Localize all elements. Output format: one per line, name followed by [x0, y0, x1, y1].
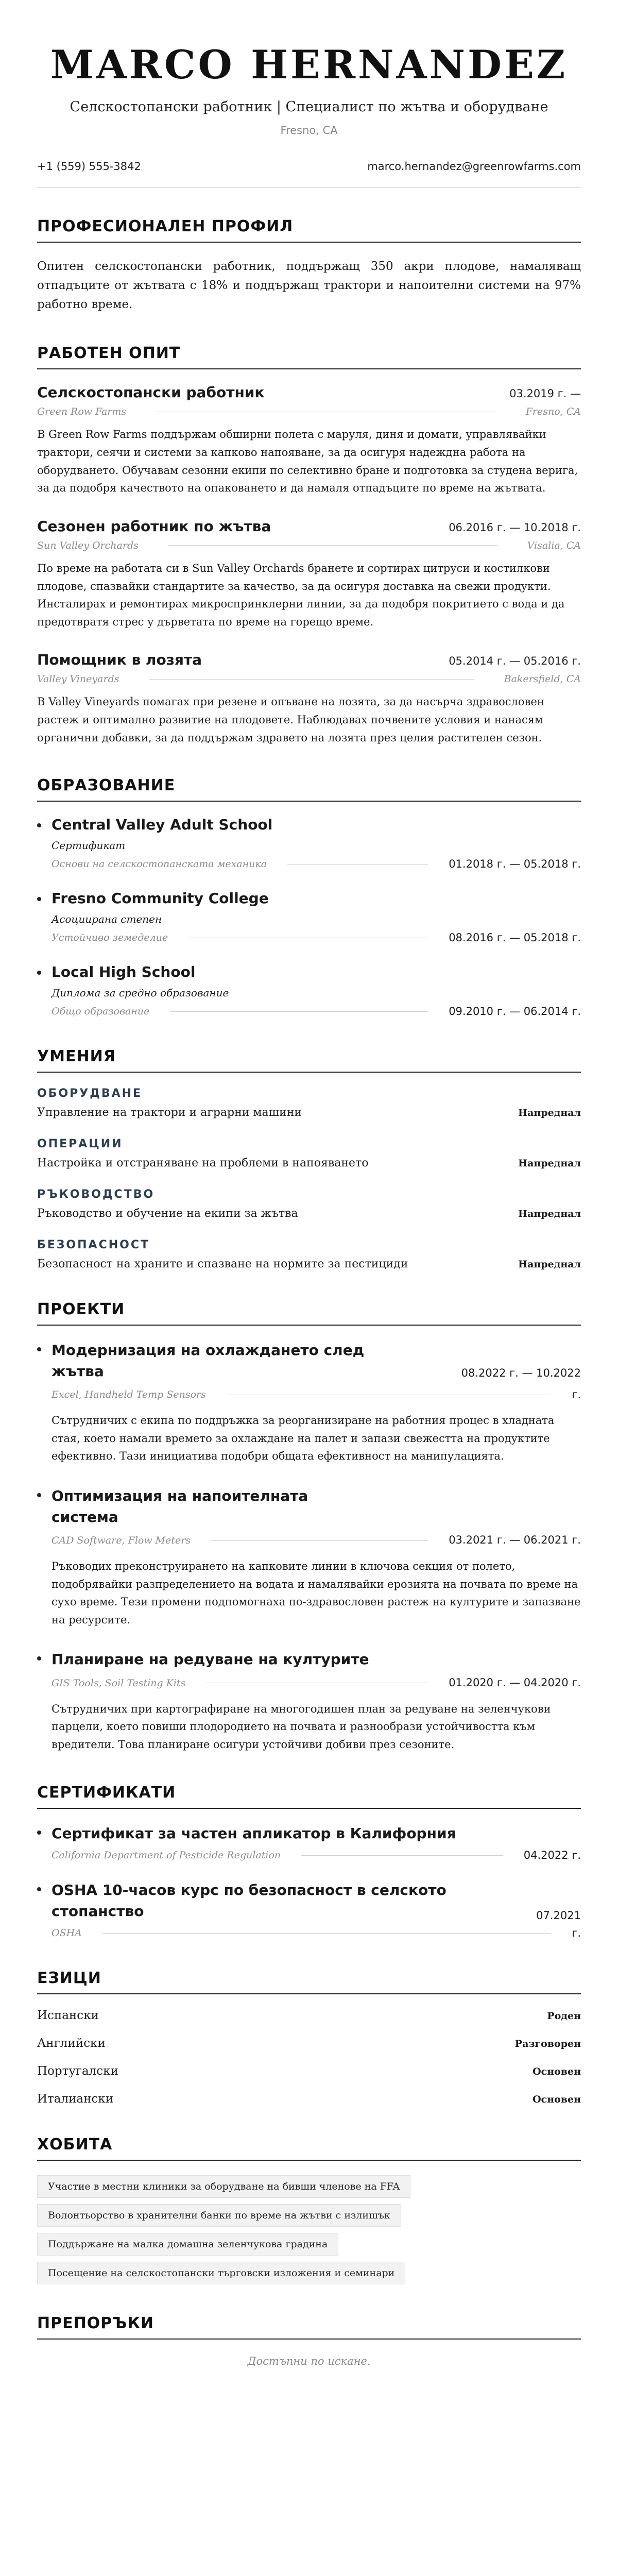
certificate-name: Сертификат за частен апликатор в Калифорния [52, 1824, 456, 1842]
skill-group [37, 1239, 581, 1270]
education-section [37, 776, 581, 1018]
job-date: 05.2014 г. — 05.2016 г. [449, 655, 581, 668]
project-entry [37, 1340, 581, 1465]
school-name: Fresno Community College [52, 890, 269, 907]
divider [149, 679, 474, 680]
project-description: Ръководих преконструирането на капковите линии в ключова секция от полето, подобрявайки разпределението на водата и намалявайки ерозията на почвата по време на сухо време. Тези промени подпомогнаха по-здравословен растеж на културите и запазване на ресурсите. [52, 1560, 581, 1626]
language-level: Основен [533, 2066, 581, 2078]
project-tech: CAD Software, Flow Meters [52, 1535, 191, 1547]
education-date: 09.2010 г. — 06.2014 г. [449, 1005, 581, 1018]
degree: Сертификат [52, 839, 126, 852]
bullet-icon [37, 1656, 41, 1660]
candidate-subtitle: Селскостопански работник | Специалист по жътва и оборудване [70, 98, 548, 115]
divider [102, 1933, 551, 1934]
bullet-icon [37, 1887, 41, 1891]
section-title: ПРОЕКТИ [37, 1300, 581, 1326]
divider [287, 864, 428, 865]
certificate-date: 04.2022 г. [523, 1849, 581, 1862]
bullet-icon [37, 971, 41, 975]
certificate-issuer: California Department of Pesticide Regulation [52, 1850, 281, 1861]
language-row [37, 2064, 581, 2078]
certificate-date-end: г. [572, 1927, 581, 1940]
project-description: Сътрудничих с екипа по поддръжка за реорганизиране на работния процес в хладната стая, което намали времето за охлаждане на палет и запази свежестта на продуктите ефективно. Тази инициатива подобри общата ефективност на манипулацията. [52, 1414, 555, 1463]
section-title: УМЕНИЯ [37, 1047, 581, 1073]
projects-section [37, 1300, 581, 1753]
skill-group [37, 1087, 581, 1119]
skill-name: Ръководство и обучение на екипи за жътва [37, 1207, 298, 1221]
education-date: 01.2018 г. — 05.2018 г. [449, 858, 581, 871]
certificate-date: 07.2021 [536, 1909, 581, 1922]
school-name: Central Valley Adult School [52, 816, 273, 834]
bullet-icon [37, 897, 41, 901]
job-company: Green Row Farms [37, 406, 127, 418]
job-entry [37, 384, 581, 497]
email-address: marco.hernandez@greenrowfarms.com [367, 160, 581, 173]
references-section [37, 2314, 581, 2409]
job-company: Sun Valley Orchards [37, 539, 139, 551]
job-date: 06.2016 г. — 10.2018 г. [449, 521, 581, 534]
field-of-study: Устойчиво земеделие [52, 932, 168, 944]
skill-level: Напреднал [518, 1208, 581, 1220]
skills-section [37, 1047, 581, 1270]
section-title: ПРОФЕСИОНАЛЕН ПРОФИЛ [37, 217, 581, 243]
degree: Диплома за средно образование [52, 987, 229, 999]
skill-level: Напреднал [518, 1259, 581, 1270]
hobby-tag: Посещение на селскостопански търговски изложения и семинари [37, 2262, 405, 2284]
job-location: Fresno, CA [525, 406, 581, 418]
project-date-end: г. [572, 1388, 581, 1401]
section-title: ЕЗИЦИ [37, 1969, 581, 1994]
certificate-entry [37, 1823, 581, 1862]
hobby-tag: Поддържане на малка домашна зеленчукова градина [37, 2233, 338, 2256]
language-row [37, 2009, 581, 2022]
project-date [461, 1365, 581, 1382]
candidate-location: Fresno, CA [280, 124, 338, 137]
job-title: Сезонен работник по жътва [37, 517, 271, 535]
project-tech: Excel, Handheld Temp Sensors [52, 1389, 206, 1401]
section-title: ОБРАЗОВАНИЕ [37, 776, 581, 802]
job-location: Visalia, CA [527, 539, 581, 551]
resume-header [37, 0, 581, 137]
section-title: ХОБИТА [37, 2136, 581, 2161]
section-title: ПРЕПОРЪКИ [37, 2314, 581, 2340]
education-entry [37, 890, 581, 944]
skill-level: Напреднал [518, 1158, 581, 1170]
section-title: РАБОТЕН ОПИТ [37, 344, 581, 369]
job-location: Bakersfield, CA [504, 673, 581, 685]
job-description: В Valley Vineyards помагах при резене и опъване на лозята, за да насърча здравословен растеж и оптимално развитие на плодовете. Наблюдавах почвените условия и нанасям органични добавки, за да поддържам здравето на лозята през целия растителен сезон. [37, 696, 544, 744]
certificate-name: OSHA 10-часов курс по безопасност в селското стопанство [52, 1882, 447, 1920]
job-entry [37, 518, 581, 631]
experience-section [37, 344, 581, 747]
job-description: В Green Row Farms поддържам обширни полета с маруля, диня и домати, управлявайки трактори, сеячи и системи за капково напояване, за да осигуря надеждна работа на оборудването. Обучавам сезонни екипи по селективно бране и подготовка за студена верига, за да подобря качеството на опаковането и да намаля отпадъците по време на жътвата. [37, 428, 578, 495]
profile-section [37, 217, 581, 315]
divider [168, 545, 497, 546]
skill-level: Напреднал [518, 1107, 581, 1119]
language-name: Италиански [37, 2092, 114, 2106]
project-date: 03.2021 г. — 06.2021 г. [449, 1534, 581, 1547]
education-entry [37, 963, 581, 1018]
candidate-name: MARCO HERNANDEZ [50, 42, 568, 88]
project-title: Модернизация на охлаждането след жътва [52, 1342, 365, 1380]
job-date: 03.2019 г. — [509, 387, 581, 400]
references-text: Достъпни по искане. [247, 2355, 371, 2368]
skill-group [37, 1188, 581, 1220]
skill-category: ОБОРУДВАНЕ [37, 1087, 143, 1100]
language-level: Роден [547, 2010, 581, 2022]
job-entry [37, 651, 581, 747]
bullet-icon [37, 1347, 41, 1351]
project-date-start: 08.2022 г. — 10.2022 [461, 1366, 581, 1379]
degree: Асоциирана степен [52, 913, 162, 926]
project-entry [37, 1486, 581, 1629]
job-title: Селскостопански работник [37, 384, 265, 401]
certificates-section [37, 1784, 581, 1940]
skill-category: ОПЕРАЦИИ [37, 1138, 123, 1151]
language-level: Основен [533, 2094, 581, 2106]
bullet-icon [37, 1831, 41, 1835]
job-description: По време на работата си в Sun Valley Orchards бранете и сортирах цитруси и костилкови плодове, спазвайки стандартите за качество, за да осигуря доставка на свежи продукти. Инсталирах и ремонтирах микроспринклерни линии, за да подобря покритието с вода и да предотвратя стрес у дърветата по време на горещо време. [37, 562, 565, 628]
languages-section [37, 1969, 581, 2106]
project-title: Оптимизация на напоителната система [52, 1487, 308, 1526]
skill-category: РЪКОВОДСТВО [37, 1188, 155, 1201]
project-date: 01.2020 г. — 04.2020 г. [449, 1676, 581, 1689]
language-level: Разговорен [514, 2038, 581, 2050]
skill-name: Безопасност на храните и спазване на нормите за пестициди [37, 1258, 408, 1271]
project-tech: GIS Tools, Soil Testing Kits [52, 1677, 186, 1689]
project-entry [37, 1649, 581, 1753]
language-name: Португалски [37, 2064, 118, 2078]
field-of-study: Основи на селскостопанската механика [52, 858, 267, 870]
school-name: Local High School [52, 963, 196, 981]
skill-group [37, 1138, 581, 1170]
education-date: 08.2016 г. — 05.2018 г. [449, 931, 581, 944]
hobby-tag: Участие в местни клиники за оборудване на бивши членове на FFA [37, 2175, 410, 2198]
job-company: Valley Vineyards [37, 673, 119, 685]
skill-name: Управление на трактори и аграрни машини [37, 1106, 302, 1120]
project-description: Сътрудничих при картографиране на многогодишен план за редуване на зеленчукови парцели, което повиши плодородието на почвата и разнообрази устойчивостта към вредители. Това планиране осигури устойчиви добиви през сезоните. [52, 1702, 551, 1751]
certificate-entry [37, 1880, 581, 1939]
phone-number: +1 (559) 555-3842 [37, 160, 141, 173]
job-title: Помощник в лозята [37, 651, 202, 669]
divider [211, 1540, 428, 1541]
skill-category: БЕЗОПАСНОСТ [37, 1239, 150, 1252]
section-title: СЕРТИФИКАТИ [37, 1784, 581, 1809]
certificate-issuer: OSHA [52, 1927, 82, 1939]
profile-summary: Опитен селскостопански работник, поддържащ 350 акри плодове, намаляващ отпадъците от жътвата с 18% и поддържащ трактори и напоителни системи на 97% работно време. [37, 259, 581, 312]
project-title: Планиране на редуване на културите [52, 1651, 369, 1668]
skill-name: Настройка и отстраняване на проблеми в напояването [37, 1157, 369, 1170]
hobbies-section [37, 2136, 581, 2284]
bullet-icon [37, 823, 41, 827]
divider [301, 1855, 503, 1856]
education-entry [37, 816, 581, 870]
contact-row [37, 160, 581, 188]
divider [170, 1011, 428, 1012]
language-name: Испански [37, 2009, 99, 2023]
language-row [37, 2037, 581, 2050]
language-name: Английски [37, 2037, 106, 2050]
bullet-icon [37, 1493, 41, 1497]
field-of-study: Общо образование [52, 1006, 150, 1018]
language-row [37, 2092, 581, 2106]
hobby-tag: Волонтьорство в хранителни банки по време на жътви с излишък [37, 2204, 401, 2227]
